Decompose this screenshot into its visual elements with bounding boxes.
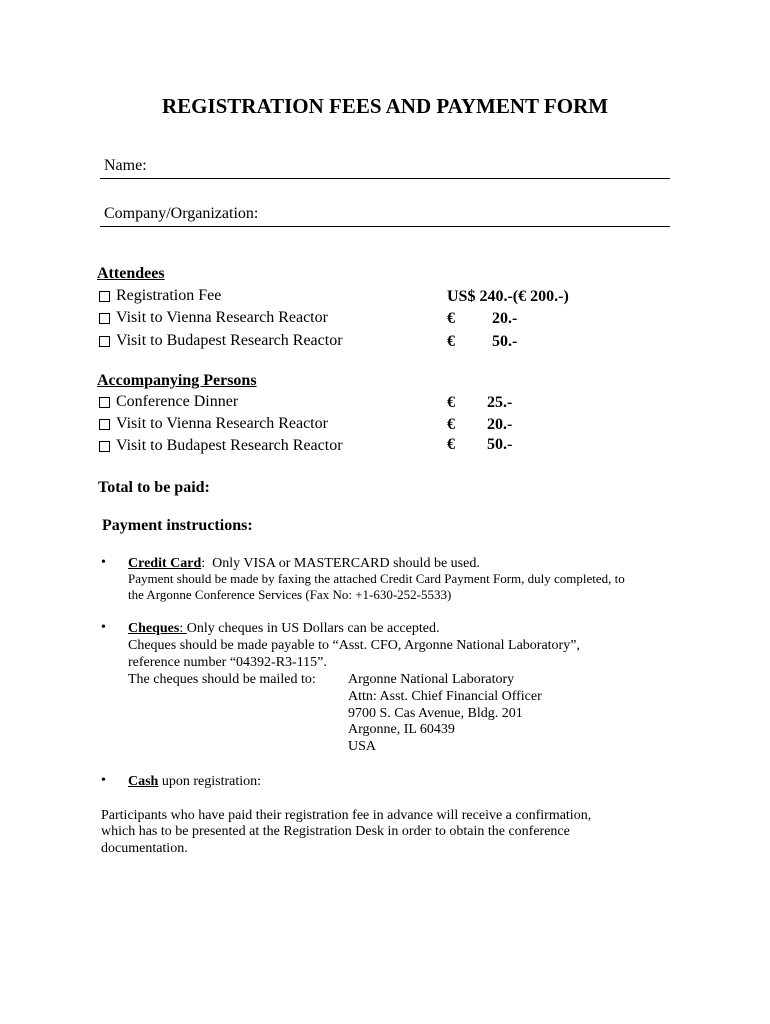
cash-text: upon registration: (161, 774, 262, 789)
cheques-line: Cheques: Only cheques in US Dollars can be accepted. (128, 621, 440, 636)
attendee-budapest-price: € 50.- (447, 333, 518, 350)
attendee-budapest-label: Visit to Budapest Research Reactor (116, 332, 343, 349)
address-line-4: Argonne, IL 60439 (348, 722, 455, 737)
cheques-title: Cheques (128, 621, 180, 636)
credit-card-note-1: Payment should be made by faxing the attached Credit Card Payment Form, duly completed, to (128, 571, 625, 586)
credit-card-line: Credit Card: Only VISA or MASTERCARD should be used. (128, 556, 480, 571)
attendees-heading: Attendees (97, 265, 165, 282)
cheques-line-2: Cheques should be made payable to “Asst. CFO, Argonne National Laboratory”, (128, 638, 580, 653)
cheques-mail-label: The cheques should be mailed to: (128, 672, 316, 687)
address-line-2: Attn: Asst. Chief Financial Officer (348, 689, 542, 704)
credit-card-note-2: the Argonne Conference Services (Fax No: +1-630-252-5533) (128, 587, 452, 602)
payment-heading: Payment instructions: (102, 517, 253, 534)
attendee-vienna-row (99, 309, 328, 327)
bullet-cheques: • (101, 620, 106, 635)
footer-line-3: documentation. (101, 841, 188, 856)
conference-dinner-price: € 25.- (447, 394, 513, 411)
cash-title: Cash (128, 774, 159, 789)
accompanying-vienna-row (99, 415, 328, 433)
registration-fee-label: Registration Fee (116, 287, 222, 304)
accompanying-budapest-price: € 50.- (447, 436, 513, 453)
attendee-registration-row (99, 287, 221, 305)
conference-dinner-label: Conference Dinner (116, 393, 239, 410)
name-field[interactable] (100, 157, 670, 179)
cash-line (128, 773, 261, 790)
conference-dinner-checkbox[interactable] (99, 397, 110, 408)
registration-fee-price: US$ 240.-(€ 200.-) (447, 288, 569, 305)
attendee-vienna-price: € 20.- (447, 310, 518, 327)
address-line-5: USA (348, 739, 377, 754)
credit-card-title: Credit Card (128, 556, 202, 571)
total-label: Total to be paid: (98, 479, 210, 496)
attendee-vienna-label: Visit to Vienna Research Reactor (116, 309, 328, 326)
footer-line-2: which has to be presented at the Registration Desk in order to obtain the conference (101, 824, 570, 839)
credit-card-text: Only VISA or MASTERCARD should be used. (212, 556, 480, 571)
address-line-1: Argonne National Laboratory (348, 672, 515, 687)
attendee-budapest-checkbox[interactable] (99, 336, 110, 347)
accompanying-dinner-row (99, 393, 238, 411)
page-title: REGISTRATION FEES AND PAYMENT FORM (161, 94, 609, 118)
cheques-line-3: reference number “04392-R3-115”. (128, 655, 327, 670)
accompanying-budapest-label: Visit to Budapest Research Reactor (116, 437, 343, 454)
attendee-budapest-row (99, 332, 343, 350)
company-field[interactable] (100, 205, 670, 227)
accompanying-heading: Accompanying Persons (97, 372, 257, 389)
cheques-text: Only cheques in US Dollars can be accepted. (186, 621, 440, 636)
accompanying-vienna-checkbox[interactable] (99, 419, 110, 430)
name-label: Name: (104, 157, 147, 174)
company-label: Company/Organization: (104, 205, 259, 222)
accompanying-budapest-checkbox[interactable] (99, 441, 110, 452)
bullet-credit: • (101, 555, 106, 570)
footer-line-1: Participants who have paid their registration fee in advance will receive a confirmation, (101, 808, 592, 823)
accompanying-vienna-label: Visit to Vienna Research Reactor (116, 415, 328, 432)
attendee-vienna-checkbox[interactable] (99, 313, 110, 324)
accompanying-vienna-price: € 20.- (447, 416, 513, 433)
accompanying-budapest-row (99, 437, 343, 455)
address-line-3: 9700 S. Cas Avenue, Bldg. 201 (348, 706, 523, 721)
bullet-cash: • (101, 773, 106, 788)
registration-fee-checkbox[interactable] (99, 291, 110, 302)
